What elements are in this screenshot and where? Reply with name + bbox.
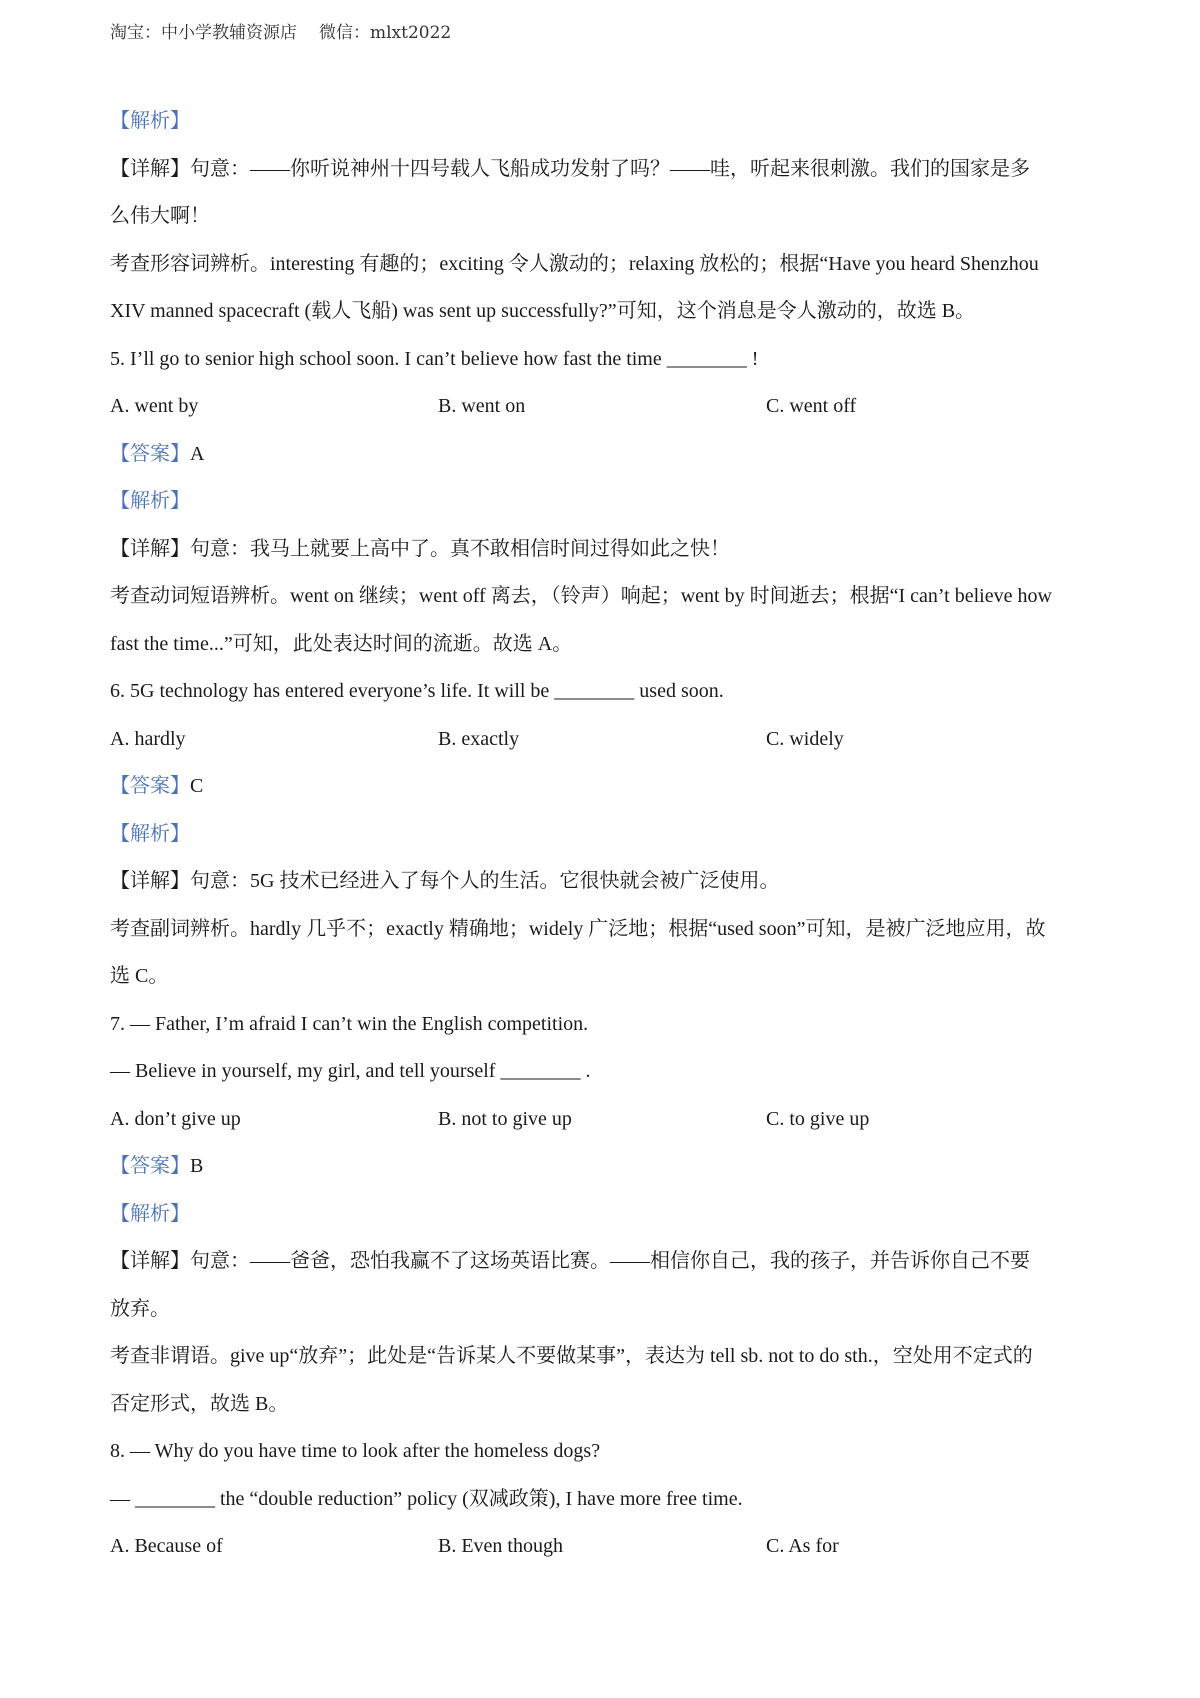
analysis-heading	[110, 98, 1100, 146]
line-text: fast the time...”可知，此处表达时间的流逝。故选 A。	[110, 632, 573, 655]
line-text: — ________ the “double reduction” policy (双减政策), I have more free time.	[110, 1487, 743, 1510]
line-text: 【详解】句意：——你听说神州十四号载人飞船成功发射了吗？——哇，听起来很刺激。我们的国家是多	[110, 157, 1030, 180]
analysis-heading	[110, 811, 1100, 859]
text-line	[110, 288, 1100, 336]
line-text: 【详解】句意：——爸爸，恐怕我赢不了这场英语比赛。——相信你自己，我的孩子，并告诉你自己不要	[110, 1250, 1030, 1272]
line-text: 【详解】句意：5G 技术已经进入了每个人的生活。它很快就会被广泛使用。	[110, 870, 780, 892]
option-c: C. went off	[766, 395, 857, 417]
line-text: 考查动词短语辨析。went on 继续；went off 离去，（铃声）响起；went by 时间逝去；根据“I can’t believe how	[110, 585, 1052, 607]
line-text: 8. — Why do you have time to look after the homeless dogs?	[110, 1440, 601, 1462]
option-b: B. exactly	[438, 727, 520, 750]
text-line	[110, 241, 1100, 289]
text-line	[110, 621, 1100, 669]
line-text: 么伟大啊！	[110, 205, 210, 227]
section-label: 【解析】	[110, 822, 190, 845]
text-line	[110, 1286, 1100, 1334]
text-line	[110, 1238, 1100, 1286]
text-line	[110, 1381, 1100, 1429]
text-line	[110, 193, 1100, 241]
text-line	[110, 1476, 1100, 1524]
line-text: 5. I’ll go to senior high school soon. I can’t believe how fast the time ________ !	[110, 347, 759, 370]
option-a: A. went by	[110, 395, 199, 417]
line-text: 选 C。	[110, 965, 169, 987]
line-text: — Believe in yourself, my girl, and tell yourself ________ .	[110, 1060, 591, 1082]
options-row	[110, 716, 1100, 764]
analysis-heading	[110, 478, 1100, 526]
section-label: 【答案】	[110, 1155, 190, 1177]
line-text: 考查非谓语。give up“放弃”；此处是“告诉某人不要做某事”，表达为 tell sb. not to do sth.，空处用不定式的	[110, 1345, 1033, 1367]
option-a: A. hardly	[110, 727, 186, 750]
text-line	[110, 146, 1100, 194]
line-text: 放弃。	[110, 1297, 170, 1320]
text-line	[110, 336, 1100, 384]
text-line	[110, 1428, 1100, 1476]
text-line	[110, 1001, 1100, 1049]
line-text: 否定形式，故选 B。	[110, 1392, 289, 1415]
text-line	[110, 1048, 1100, 1096]
text-line	[110, 573, 1100, 621]
line-text: 考查形容词辨析。interesting 有趣的；exciting 令人激动的；relaxing 放松的；根据“Have you heard Shenzhou	[110, 252, 1039, 275]
line-text: A	[190, 442, 205, 465]
line-text: 6. 5G technology has entered everyone’s life. It will be ________ used soon.	[110, 680, 724, 702]
answer-line	[110, 1143, 1100, 1191]
text-line	[110, 858, 1100, 906]
section-label: 【解析】	[110, 1202, 190, 1225]
wechat-id: 微信：mlxt2022	[319, 23, 452, 43]
line-text: 7. — Father, I’m afraid I can’t win the English competition.	[110, 1012, 589, 1035]
answer-line	[110, 431, 1100, 479]
section-label: 【答案】	[110, 442, 190, 465]
line-text: XIV manned spacecraft (载人飞船) was sent up successfully?”可知，这个消息是令人激动的，故选 B。	[110, 300, 976, 322]
option-a: A. don’t give up	[110, 1107, 241, 1130]
option-c: C. As for	[766, 1535, 839, 1557]
option-b: B. went on	[438, 395, 526, 417]
text-line	[110, 668, 1100, 716]
section-label: 【解析】	[110, 490, 190, 512]
page-header	[110, 18, 451, 43]
option-b: B. Even though	[438, 1535, 563, 1557]
options-row	[110, 1523, 1100, 1571]
analysis-heading	[110, 1191, 1100, 1239]
text-line	[110, 953, 1100, 1001]
section-label: 【答案】	[110, 775, 190, 797]
option-c: C. to give up	[766, 1107, 870, 1130]
options-row	[110, 383, 1100, 431]
line-text: B	[190, 1155, 204, 1177]
text-line	[110, 1333, 1100, 1381]
text-line	[110, 526, 1100, 574]
option-b: B. not to give up	[438, 1107, 572, 1130]
options-row	[110, 1096, 1100, 1144]
answer-line	[110, 763, 1100, 811]
option-c: C. widely	[766, 727, 844, 750]
line-text: 【详解】句意：我马上就要上高中了。真不敢相信时间过得如此之快！	[110, 537, 730, 560]
line-text: C	[190, 775, 204, 797]
text-line	[110, 906, 1100, 954]
line-text: 考查副词辨析。hardly 几乎不；exactly 精确地；widely 广泛地；根据“used soon”可知，是被广泛地应用，故	[110, 917, 1046, 940]
option-a: A. Because of	[110, 1535, 223, 1557]
shop-name: 淘宝：中小学教辅资源店	[110, 23, 297, 43]
document-body	[110, 98, 1100, 1571]
section-label: 【解析】	[110, 110, 190, 132]
